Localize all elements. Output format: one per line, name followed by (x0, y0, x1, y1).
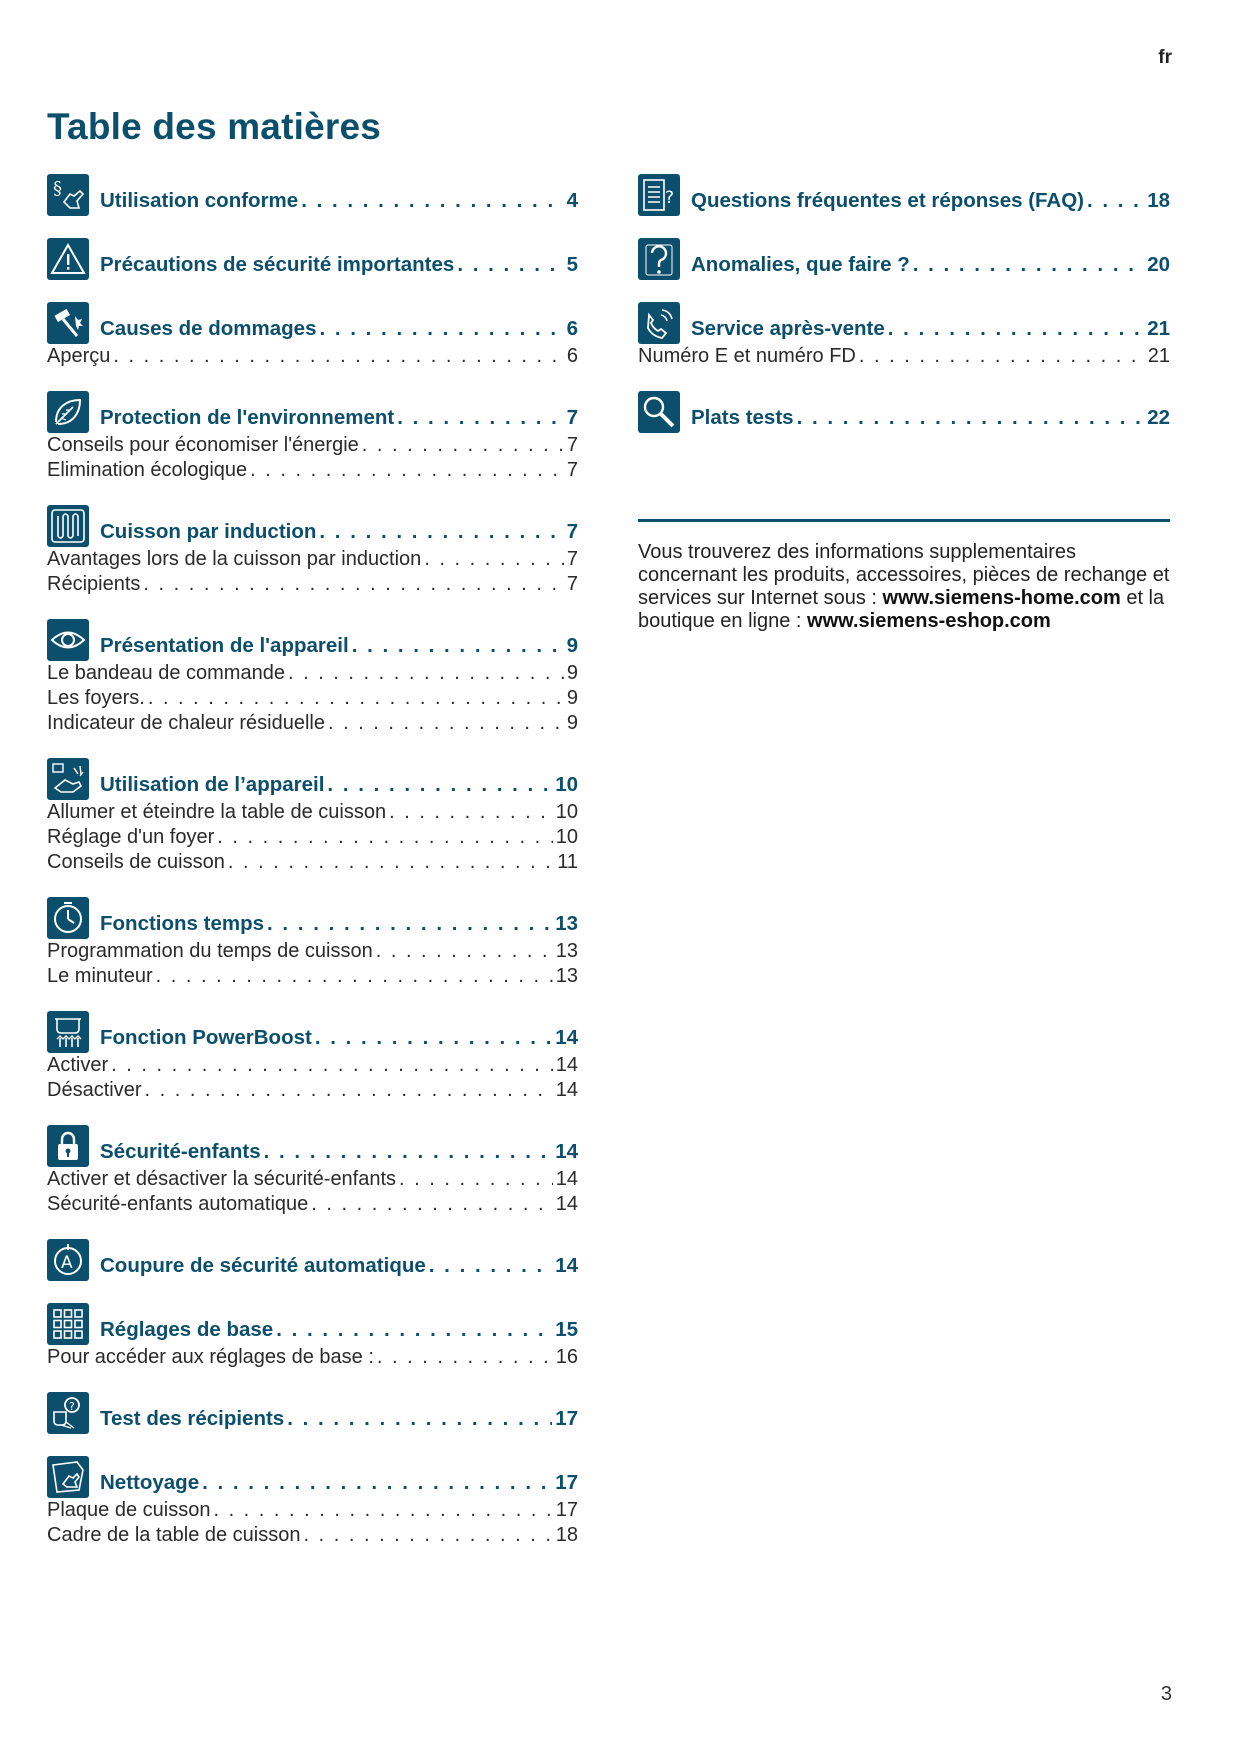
toc-section-header (47, 1303, 578, 1345)
toc-page-number: 17 (555, 1471, 578, 1494)
toc-subentry-indicateur-de-chaleur-residuelle[interactable] (47, 711, 578, 736)
toc-entry-title: Anomalies, que faire ? (691, 253, 910, 276)
toc-subentry-page-number: 18 (555, 1524, 578, 1546)
toc-page-number: 18 (1147, 189, 1170, 212)
dot-leader (276, 1318, 552, 1342)
toc-section-header (638, 174, 1170, 216)
toc-section-header (47, 174, 578, 216)
toc-subentry-page-number: 14 (555, 1079, 578, 1101)
cookware-test-icon (47, 1392, 89, 1434)
toc-page-number: 7 (566, 520, 578, 543)
toc-section-utilisation-de-l-appareil (47, 758, 578, 875)
toc-subentry-activer[interactable] (47, 1053, 578, 1078)
dot-leader (156, 964, 553, 989)
toc-subentry-plaque-de-cuisson[interactable] (47, 1498, 578, 1523)
toc-entry-test-des-recipients[interactable] (100, 1407, 578, 1431)
toc-right-column (638, 174, 1170, 455)
svg-text:§: § (53, 178, 62, 199)
toc-section-header (47, 619, 578, 661)
info-text-1: Vous trouverez des informations supplementaires concernant les produits, accessoires, pièces de rechange et services sur Internet sous : (638, 541, 1170, 609)
clock-icon (47, 897, 89, 939)
dot-leader (424, 547, 564, 572)
toc-entry-securite-enfants[interactable] (100, 1140, 578, 1164)
toc-subentry-title: Allumer et éteindre la table de cuisson (47, 801, 387, 823)
magnifier-icon (638, 391, 680, 433)
toc-entry-precautions-de-securite-importantes[interactable] (100, 253, 578, 277)
toc-entry-title: Questions fréquentes et réponses (FAQ) (691, 189, 1084, 212)
page-number: 3 (1160, 1683, 1172, 1705)
toc-section-header (47, 1011, 578, 1053)
toc-subentry-page-number: 21 (1147, 345, 1170, 367)
toc-section-fonctions-temps (47, 897, 578, 989)
toc-subentry-programmation-du-temps-de-cuisson[interactable] (47, 939, 578, 964)
toc-subentry-le-bandeau-de-commande[interactable] (47, 661, 578, 686)
toc-subentry-page-number: 7 (566, 548, 578, 570)
toc-subentry-title: Activer (47, 1054, 109, 1076)
toc-subentry-title: Activer et désactiver la sécurité-enfants (47, 1168, 397, 1190)
eye-icon (47, 619, 89, 661)
toc-page-number: 14 (555, 1026, 578, 1049)
toc-subentry-page-number: 7 (566, 434, 578, 456)
phone-service-icon (638, 302, 680, 344)
toc-section-header (47, 1456, 578, 1498)
toc-subentry-page-number: 14 (555, 1168, 578, 1190)
toc-subentry-avantages-lors-de-la-cuisson-par-induction[interactable] (47, 547, 578, 572)
toc-entry-fonction-powerboost[interactable] (100, 1026, 578, 1050)
toc-page-number: 5 (566, 253, 578, 276)
toc-subentry-title: Aperçu (47, 345, 111, 367)
toc-subentry-numero-e-et-numero-fd[interactable] (638, 344, 1170, 369)
website-link[interactable]: www.siemens-home.com (882, 587, 1121, 609)
toc-section-header (47, 238, 578, 280)
toc-entry-title: Fonctions temps (100, 912, 265, 935)
toc-section-cuisson-par-induction (47, 505, 578, 597)
toc-subentry-page-number: 7 (566, 459, 578, 481)
toc-subentry-page-number: 11 (557, 851, 578, 873)
toc-subentry-elimination-ecologique[interactable] (47, 458, 578, 483)
toc-subentry-title: Cadre de la table de cuisson (47, 1524, 301, 1546)
toc-page-number: 9 (566, 634, 578, 657)
toc-subentry-page-number: 13 (555, 940, 578, 962)
info-divider (638, 519, 1170, 522)
dot-leader (213, 1498, 552, 1523)
toc-subentry-page-number: 17 (555, 1499, 578, 1521)
toc-subentry-apercu[interactable] (47, 344, 578, 369)
settings-grid-icon (47, 1303, 89, 1345)
dot-leader (389, 800, 553, 825)
language-label: fr (1158, 47, 1172, 68)
toc-entry-title: Réglages de base (100, 1318, 274, 1341)
toc-page-number: 13 (555, 912, 578, 935)
dot-leader (111, 1053, 553, 1078)
dot-leader (304, 1523, 553, 1548)
toc-subentry-page-number: 7 (566, 573, 578, 595)
toc-section-utilisation-conforme (47, 174, 578, 216)
toc-section-anomalies-que-faire (638, 238, 1170, 280)
environment-leaf-icon (47, 391, 89, 433)
toc-section-header (47, 505, 578, 547)
toc-page-number: 10 (555, 773, 578, 796)
toc-entry-questions-frequentes-et-reponses-faq[interactable] (691, 189, 1170, 213)
toc-entry-title: Présentation de l'appareil (100, 634, 349, 657)
toc-page-number: 17 (555, 1407, 578, 1430)
child-lock-icon (47, 1125, 89, 1167)
toc-subentry-title: Désactiver (47, 1079, 142, 1101)
toc-section-plats-tests (638, 391, 1170, 433)
dot-leader (457, 253, 563, 277)
toc-subentry-page-number: 9 (566, 687, 578, 709)
toc-entry-title: Fonction PowerBoost (100, 1026, 312, 1049)
toc-subentry-le-minuteur[interactable] (47, 964, 578, 989)
toc-entry-nettoyage[interactable] (100, 1471, 578, 1495)
dot-leader (362, 433, 564, 458)
cleaning-cloth-icon (47, 1456, 89, 1498)
dot-leader (315, 1026, 552, 1050)
toc-entry-service-apres-vente[interactable] (691, 317, 1170, 341)
toc-page-number: 22 (1147, 406, 1170, 429)
dot-leader (397, 406, 563, 430)
toc-page-number: 7 (566, 406, 578, 429)
page-title: Table des matières (47, 106, 382, 147)
dot-leader (888, 317, 1144, 341)
toc-entry-reglages-de-base[interactable] (100, 1318, 578, 1342)
warning-triangle-icon (47, 238, 89, 280)
toc-section-nettoyage (47, 1456, 578, 1548)
toc-section-coupure-de-securite-automatique (47, 1239, 578, 1281)
toc-entry-title: Utilisation de l’appareil (100, 773, 325, 796)
toc-entry-coupure-de-securite-automatique[interactable] (100, 1254, 578, 1278)
toc-subentry-page-number: 9 (566, 712, 578, 734)
toc-entry-presentation-de-l-appareil[interactable] (100, 634, 578, 658)
toc-subentry-title: Le bandeau de commande (47, 662, 285, 684)
toc-subentry-desactiver[interactable] (47, 1078, 578, 1103)
toc-section-presentation-de-l-appareil (47, 619, 578, 736)
dot-leader (228, 850, 554, 875)
toc-left-column (47, 174, 578, 1570)
dot-leader (429, 1254, 552, 1278)
toc-section-fonction-powerboost (47, 1011, 578, 1103)
toc-page-number: 20 (1147, 253, 1170, 276)
dot-leader (287, 1407, 552, 1431)
toc-entry-title: Nettoyage (100, 1471, 200, 1494)
dot-leader (376, 939, 553, 964)
dot-leader (319, 520, 563, 544)
toc-subentry-title: Les foyers. (47, 687, 145, 709)
toc-entry-title: Plats tests (691, 406, 794, 429)
intended-use-icon (47, 174, 89, 216)
toc-subentry-title: Indicateur de chaleur résiduelle (47, 712, 325, 734)
toc-subentry-activer-et-desactiver-la-securite-enfants[interactable] (47, 1167, 578, 1192)
dot-leader (144, 1078, 552, 1103)
info-paragraph (638, 541, 1170, 633)
toc-page-number: 21 (1147, 317, 1170, 340)
dot-leader (288, 661, 564, 686)
toc-page-number: 6 (566, 317, 578, 340)
toc-section-test-des-recipients (47, 1392, 578, 1434)
toc-section-header (47, 302, 578, 344)
dot-leader (250, 458, 564, 483)
toc-page-number: 14 (555, 1254, 578, 1277)
toc-section-service-apres-vente (638, 302, 1170, 369)
toc-subentry-cadre-de-la-table-de-cuisson[interactable] (47, 1523, 578, 1548)
svg-text:?: ? (69, 1400, 75, 1413)
toc-page-number: 14 (555, 1140, 578, 1163)
toc-subentry-title: Le minuteur (47, 965, 153, 987)
toc-section-header (47, 1239, 578, 1281)
toc-section-questions-frequentes-et-reponses-faq (638, 174, 1170, 216)
toc-section-securite-enfants (47, 1125, 578, 1217)
toc-entry-plats-tests[interactable] (691, 406, 1170, 430)
toc-entry-utilisation-conforme[interactable] (100, 189, 578, 213)
toc-subentry-title: Conseils pour économiser l'énergie (47, 434, 359, 456)
toc-subentry-title: Pour accéder aux réglages de base : (47, 1346, 374, 1368)
dot-leader (264, 1140, 553, 1164)
dot-leader (148, 686, 564, 711)
toc-section-precautions-de-securite-importantes (47, 238, 578, 280)
toc-section-header (638, 238, 1170, 280)
dot-leader (327, 773, 552, 797)
toc-page-number: 15 (555, 1318, 578, 1341)
toc-section-header (47, 897, 578, 939)
damage-hammer-icon (47, 302, 89, 344)
dot-leader (377, 1345, 553, 1370)
svg-text:?: ? (665, 188, 675, 208)
toc-page-number: 4 (566, 189, 578, 212)
toc-entry-fonctions-temps[interactable] (100, 912, 578, 936)
toc-subentry-title: Plaque de cuisson (47, 1499, 211, 1521)
toc-subentry-title: Numéro E et numéro FD (638, 345, 856, 367)
toc-entry-anomalies-que-faire[interactable] (691, 253, 1170, 277)
toc-subentry-title: Conseils de cuisson (47, 851, 225, 873)
toc-subentry-page-number: 14 (555, 1193, 578, 1215)
toc-subentry-securite-enfants-automatique[interactable] (47, 1192, 578, 1217)
toc-subentry-title: Récipients (47, 573, 141, 595)
faq-document-icon (638, 174, 680, 216)
toc-subentry-page-number: 14 (555, 1054, 578, 1076)
toc-entry-title: Service après-vente (691, 317, 885, 340)
toc-subentry-page-number: 10 (555, 801, 578, 823)
toc-section-reglages-de-base (47, 1303, 578, 1370)
dot-leader (311, 1192, 552, 1217)
toc-subentry-pour-acceder-aux-reglages-de-base[interactable] (47, 1345, 578, 1370)
toc-subentry-allumer-et-eteindre-la-table-de-cuisson[interactable] (47, 800, 578, 825)
eshop-link[interactable]: www.siemens-eshop.com (807, 610, 1051, 632)
toc-subentry-recipients[interactable] (47, 572, 578, 597)
dot-leader (399, 1167, 553, 1192)
toc-subentry-page-number: 13 (555, 965, 578, 987)
question-mark-icon (638, 238, 680, 280)
toc-entry-title: Test des récipients (100, 1407, 285, 1430)
toc-section-header (47, 1125, 578, 1167)
auto-shutoff-icon (47, 1239, 89, 1281)
dot-leader (113, 344, 564, 369)
toc-subentry-title: Réglage d'un foyer (47, 826, 215, 848)
toc-subentry-conseils-de-cuisson[interactable] (47, 850, 578, 875)
toc-entry-title: Cuisson par induction (100, 520, 317, 543)
toc-entry-cuisson-par-induction[interactable] (100, 520, 578, 544)
hand-control-icon (47, 758, 89, 800)
toc-subentry-reglage-d-un-foyer[interactable] (47, 825, 578, 850)
induction-coil-icon (47, 505, 89, 547)
toc-subentry-title: Avantages lors de la cuisson par induction (47, 548, 422, 570)
toc-section-header (47, 391, 578, 433)
toc-section-causes-de-dommages (47, 302, 578, 369)
toc-subentry-les-foyers[interactable] (47, 686, 578, 711)
toc-entry-title: Causes de dommages (100, 317, 317, 340)
dot-leader (1087, 189, 1144, 213)
dot-leader (301, 189, 563, 213)
toc-entry-title: Utilisation conforme (100, 189, 299, 212)
toc-subentry-page-number: 16 (555, 1346, 578, 1368)
toc-subentry-page-number: 6 (566, 345, 578, 367)
toc-section-protection-de-l-environnement (47, 391, 578, 483)
toc-entry-title: Coupure de sécurité automatique (100, 1254, 426, 1277)
toc-entry-title: Sécurité-enfants (100, 1140, 261, 1163)
toc-subentry-title: Programmation du temps de cuisson (47, 940, 373, 962)
toc-section-header (638, 391, 1170, 433)
toc-section-header (638, 302, 1170, 344)
powerboost-pot-icon (47, 1011, 89, 1053)
toc-subentry-title: Sécurité-enfants automatique (47, 1193, 309, 1215)
dot-leader (352, 634, 564, 658)
toc-entry-causes-de-dommages[interactable] (100, 317, 578, 341)
dot-leader (859, 344, 1145, 369)
info-text-2: et la boutique en ligne : (638, 587, 1165, 632)
svg-text:A: A (61, 1253, 73, 1273)
toc-subentry-title: Elimination écologique (47, 459, 248, 481)
dot-leader (913, 253, 1144, 277)
toc-entry-utilisation-de-l-appareil[interactable] (100, 773, 578, 797)
toc-entry-title: Précautions de sécurité importantes (100, 253, 455, 276)
toc-subentry-page-number: 10 (555, 826, 578, 848)
dot-leader (202, 1471, 552, 1495)
dot-leader (217, 825, 552, 850)
dot-leader (797, 406, 1145, 430)
toc-entry-protection-de-l-environnement[interactable] (100, 406, 578, 430)
toc-subentry-page-number: 9 (566, 662, 578, 684)
toc-section-header (47, 758, 578, 800)
toc-section-header (47, 1392, 578, 1434)
toc-subentry-conseils-pour-economiser-l-energie[interactable] (47, 433, 578, 458)
dot-leader (143, 572, 563, 597)
toc-entry-title: Protection de l'environnement (100, 406, 395, 429)
dot-leader (319, 317, 563, 341)
dot-leader (328, 711, 564, 736)
dot-leader (267, 912, 552, 936)
